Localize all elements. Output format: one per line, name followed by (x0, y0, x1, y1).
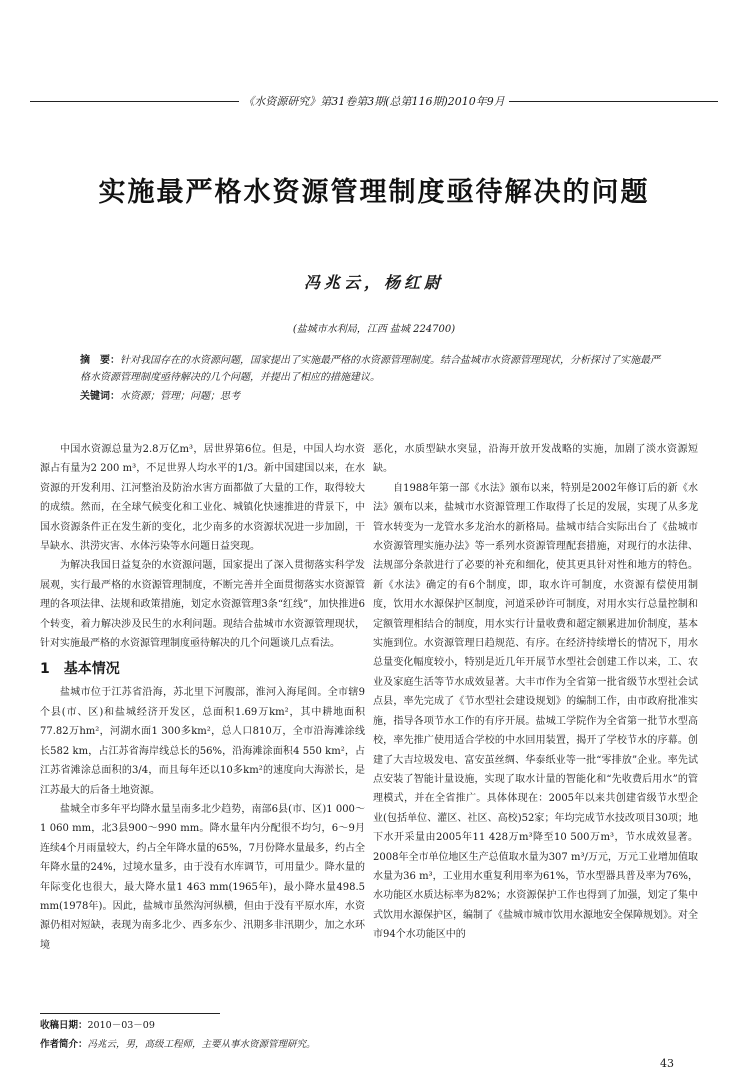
author-bio-label: 作者简介： (40, 1039, 88, 1050)
running-head-rule-left (30, 101, 239, 102)
abstract-text: 针对我国存在的水资源问题，国家提出了实施最严格的水资源管理制度。结合盐城市水资源管理现状，分析探讨了实施最严格水资源管理制度亟待解决的几个问题，并提出了相应的措施建议。 (80, 355, 660, 383)
water-law-paragraph: 自1988年第一部《水法》颁布以来，特别是2002年修订后的新《水法》颁布以来，盐城市水资源管理工作取得了长足的发展，实现了从多龙管水转变为一龙管水多龙治水的新格局。盐城市结合实际出台了《盐城市水资源管理实施办法》等一系列水资源管理配套措施，对现行的水法律、法规部分条款进行了必要的补充和细化，使其更具针对性和地方的特色。新《水法》确定的有6个制度，即，取水许可制度，水资源有偿使用制度，饮用水水源保护区制度，河道采砂许可制度，对用水实行总量控制和定额管理相结合的制度，用水实行计量收费和超定额累进加价制度，基本实施到位。水资源管理日趋规范、有序。在经济持续增长的情况下，用水总量变化幅度较小，特别是近几年开展节水型社会创建工作以来，工、农业及家庭生活等节水成效显著。大丰市作为全省第一批省级节水型社会试点县，率先完成了《节水型社会建设规划》的编制工作，由市政府批准实施，指导各项节水工作的有序开展。盐城工学院作为全省第一批节水型高校，率先推广使用适合学校的中水回用装置，揭开了学校节水的序幕。创建了大吉垃圾发电、富安茧丝绸、华泰纸业等一批“零排放”企业。率先试点安装了智能计量设施，实现了取水计量的智能化和“先收费后用水”的管理模式，并在全省推广。具体体现在：2005年以来共创建省级节水型企业(包括单位、灌区、社区、高校)52家；年均完成节水技改项目30项；地下水开采量由2005年11 428万m³降至10 500万m³，节水成效显著。2008年全市单位地区生产总值取水量为307 m³/万元，万元工业增加值取水量为36 m³，工业用水重复利用率为61%，节水型器具普及率为76%，水功能区水质达标率为82%；水资源保护工作也得到了加强，划定了集中式饮用水源保护区，编制了《盐城市城市饮用水源地安全保障规划》。对全市94个水功能区中的 (373, 482, 698, 941)
abstract-row (80, 352, 662, 386)
article-title: 实施最严格水资源管理制度亟待解决的问题 (98, 177, 650, 208)
author-bio-row (40, 1035, 640, 1054)
intro-paragraph-1: 中国水资源总量为2.8万亿m³，居世界第6位。但是，中国人均水资源占有量为2 200 m³，不足世界人均水平的1/3。新中国建国以来，在水资源的开发利用、江河整治及防治水害方面都做了大量的工作，取得较大的成绩。然而，在全球气候变化和工业化、城镇化快速推进的背景下，中国水资源条件正在发生新的变化，北少南多的水资源状况进一步加剧，干旱缺水、洪涝灾害、水体污染等水问题日益突现。 (40, 444, 365, 553)
received-date-row (40, 1016, 640, 1035)
keywords-label: 关键词： (80, 391, 120, 402)
footnote-rule (40, 1013, 220, 1014)
running-head (30, 94, 718, 108)
page-number: 43 (660, 1057, 674, 1070)
journal-issue-line: 《水资源研究》第31卷第3期(总第116期)2010年9月 (243, 95, 505, 108)
abstract-block (80, 352, 662, 405)
keywords-row (80, 388, 662, 405)
received-date-label: 收稿日期： (40, 1020, 88, 1031)
section-title: 基本情况 (63, 661, 120, 678)
article-authors: 冯兆云，杨红尉 (303, 273, 444, 292)
running-head-rule-right (509, 101, 718, 102)
abstract-label: 摘 要： (80, 355, 120, 366)
author-bio: 冯兆云，男，高级工程师，主要从事水资源管理研究。 (87, 1039, 316, 1050)
continued-paragraph: 恶化，水质型缺水突显，沿海开放开发战略的实施，加剧了淡水资源短缺。 (373, 444, 698, 475)
basic-paragraph-1: 盐城市位于江苏省沿海，苏北里下河腹部，淮河入海尾闾。全市辖9个县(市、区)和盐城经济开发区，总面积1.69万km²，其中耕地面积77.82万hm²，河湖水面1 300多km²，总人口810万，全市沿海滩涂线长582 km，占江苏省海岸线总长的56%，沿海滩涂面积4 550 km²，占江苏省滩涂总面积的3/4，而且每年还以10多km²的速度向大海淤长，是江苏最大的后备土地资源。 (40, 687, 365, 796)
left-column (40, 440, 365, 955)
author-affiliation: (盐城市水利局，江西 盐城 224700) (292, 324, 456, 335)
basic-paragraph-2: 盐城全市多年平均降水量呈南多北少趋势，南部6县(市、区)1 000～1 060 mm，北3县900～990 mm。降水量年内分配很不均匀，6～9月连续4个月雨量较大，约占全年降水量的65%，7月份降水量最多，约占全年降水量的24%，过境水量多，由于没有水库调节，可用量少。降水量的年际变化也很大，最大降水量1 463 mm(1965年)，最小降水量498.5 mm(1978年)。因此，盐城市虽然沟河纵横，但由于没有平原水库，水资源仍相对短缺，表现为南多北少、西多东少、汛期多非汛期少，加之水环境 (40, 803, 365, 951)
section-number: 1 (40, 661, 50, 678)
right-column (373, 440, 698, 945)
section-heading (40, 657, 365, 681)
keywords-text: 水资源；管理；问题；思考 (120, 391, 240, 402)
received-date: 2010－03－09 (87, 1020, 155, 1031)
footnotes (40, 1016, 640, 1054)
intro-paragraph-2: 为解决我国日益复杂的水资源问题，国家提出了深入贯彻落实科学发展观，实行最严格的水资源管理制度，不断完善并全面贯彻落实水资源管理的各项法律、法规和政策措施，划定水资源管理3条“红线”，加快推进6个转变，着力解决涉及民生的水利问题。现结合盐城市水资源管理现状，针对实施最严格的水资源管理制度亟待解决的几个问题谈几点看法。 (40, 560, 365, 650)
